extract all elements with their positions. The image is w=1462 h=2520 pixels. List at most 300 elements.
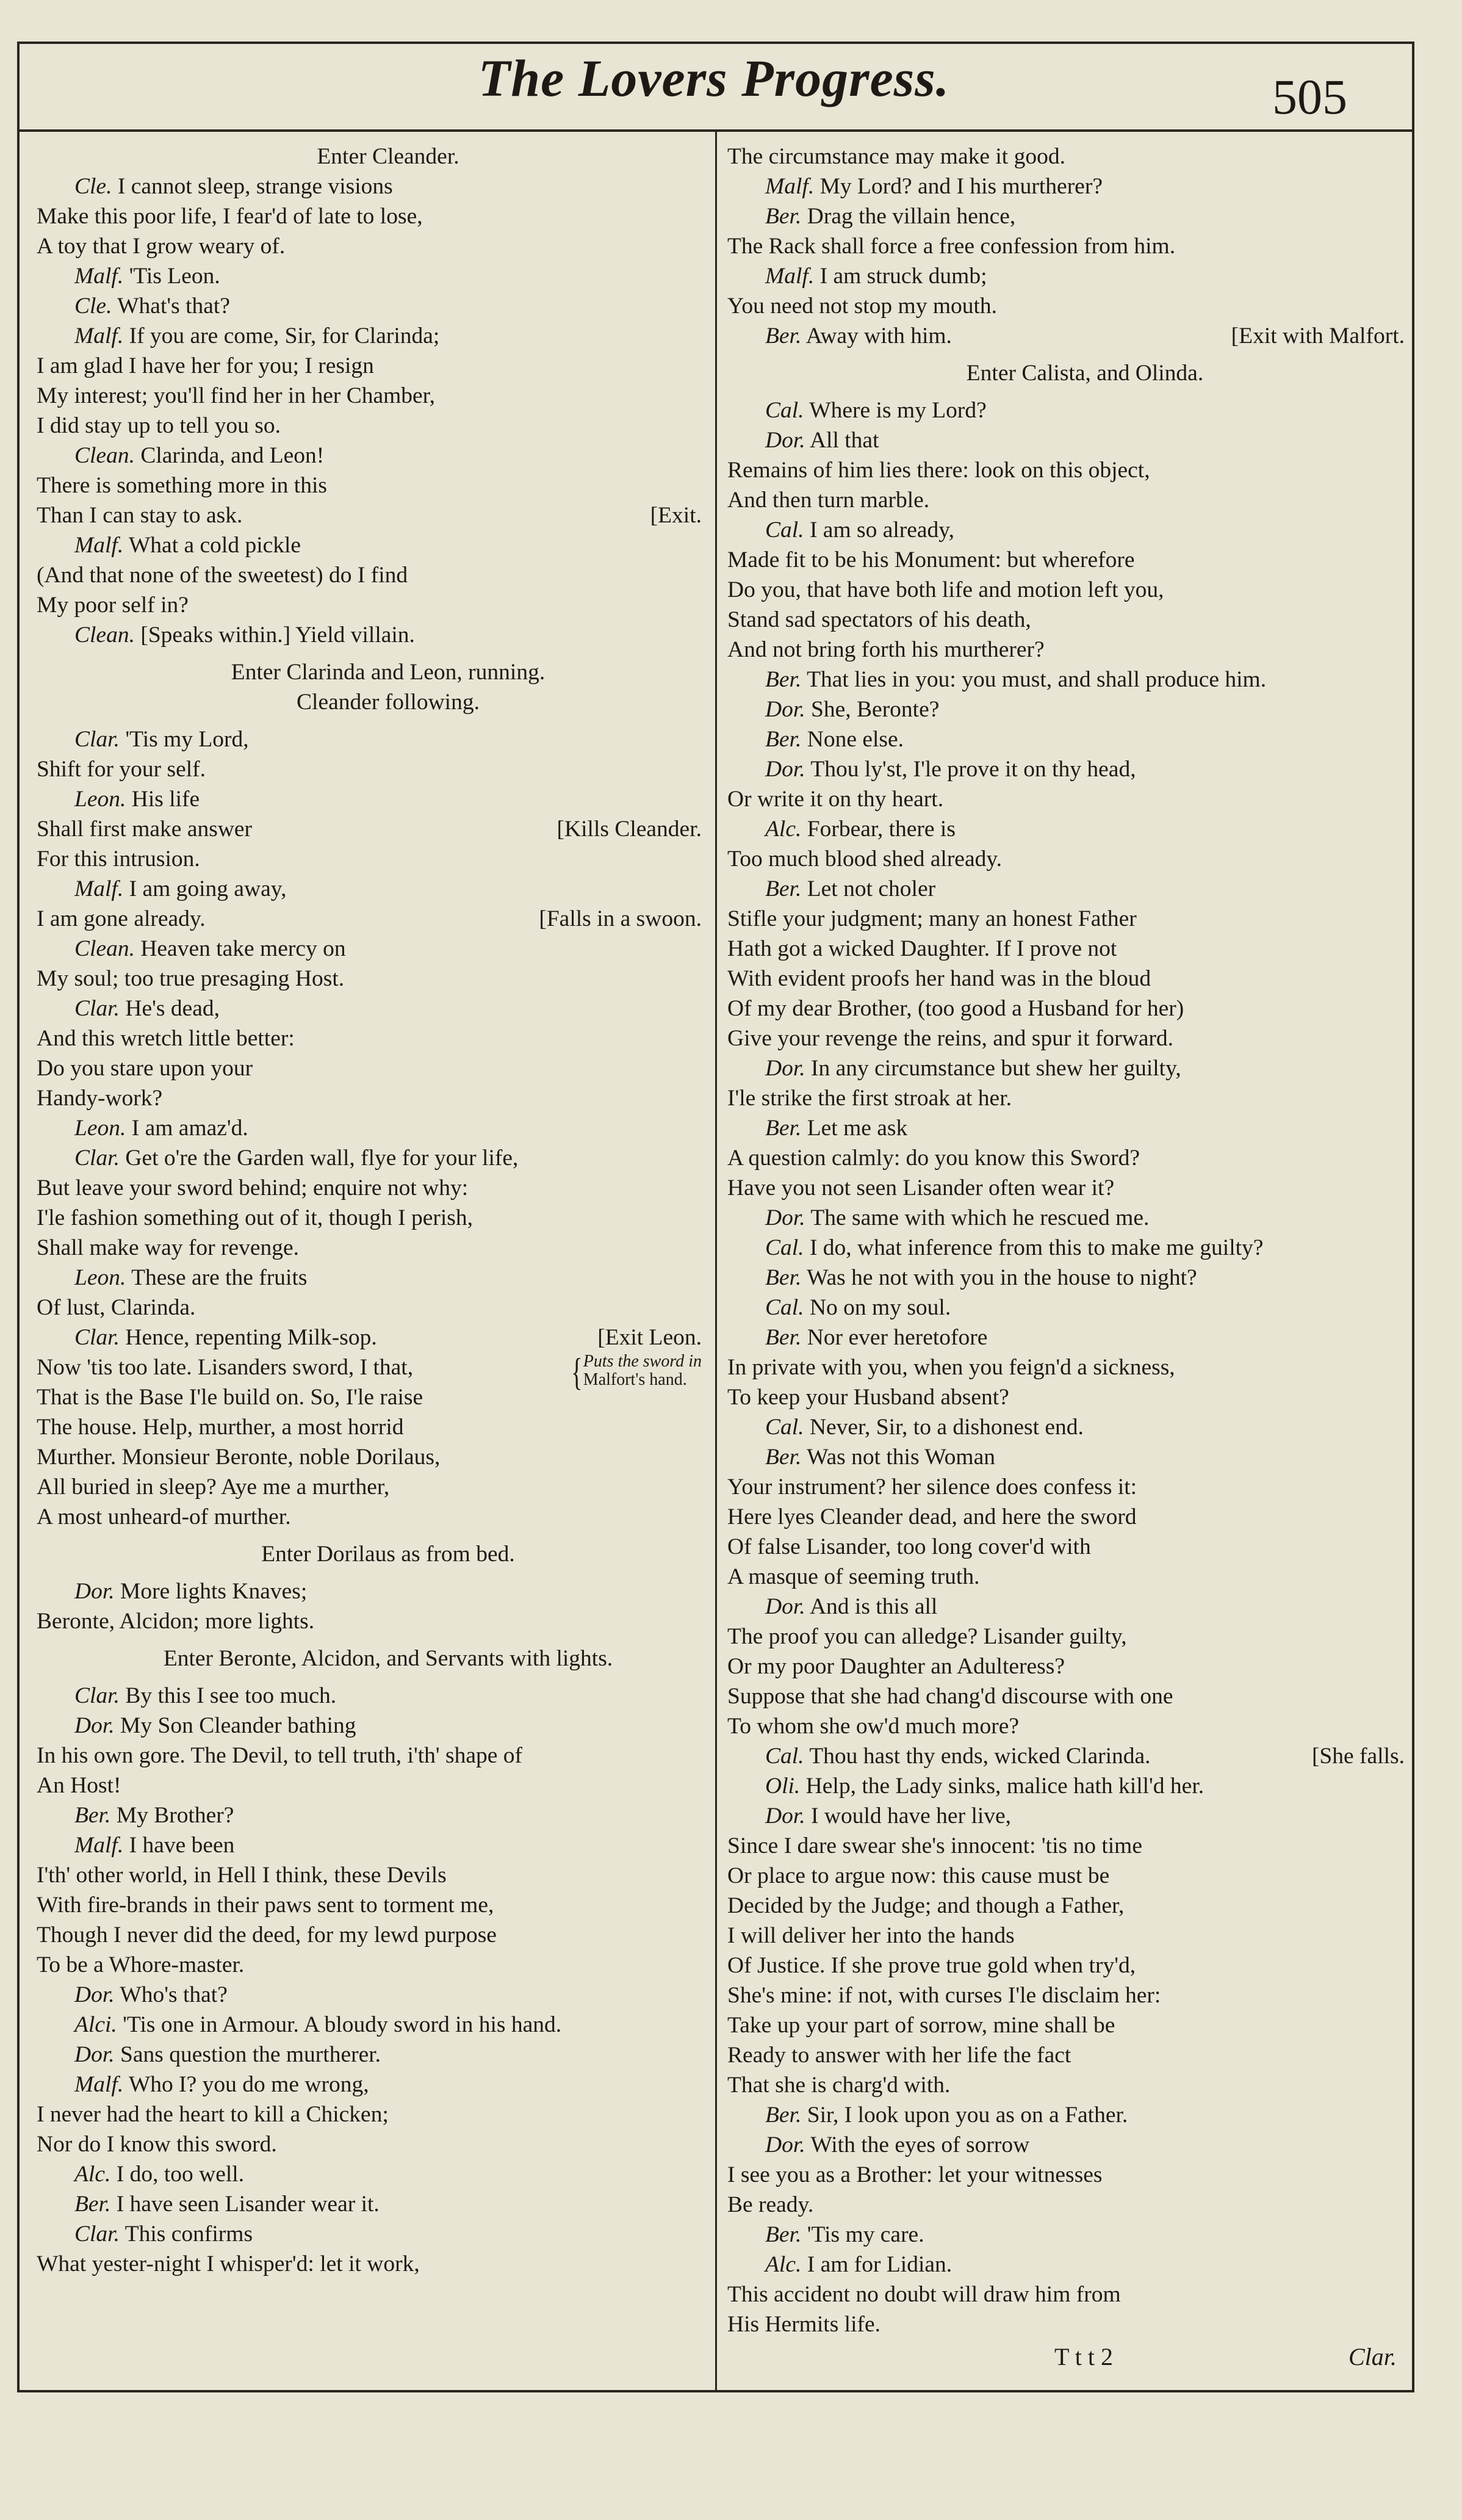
line-text: Or place to argue now: this cause must be: [727, 1863, 1110, 1888]
line-text: By this I see too much.: [125, 1683, 337, 1708]
text-line: [727, 1681, 1405, 1711]
text-line: [37, 1442, 702, 1472]
stage-text: Enter Dorilaus as from bed.: [261, 1542, 515, 1567]
line-text: My Son Cleander bathing: [120, 1713, 356, 1738]
line-text: I am going away,: [129, 876, 287, 901]
line-text: If you are come, Sir, for Clarinda;: [129, 323, 440, 348]
line-text: I would have her live,: [811, 1803, 1012, 1829]
text-line: [37, 994, 702, 1024]
line-text: The same with which he rescued me.: [810, 1205, 1150, 1230]
line-text: My poor self in?: [37, 593, 189, 618]
line-text: That is the Base I'le build on. So, I'le raise: [37, 1385, 423, 1410]
line-text: His life: [131, 787, 200, 812]
text-line: [37, 1681, 702, 1711]
speaker-name: Ber.: [765, 667, 802, 692]
line-text: I have seen Lisander wear it.: [116, 2192, 380, 2217]
text-line: [37, 1860, 702, 1890]
line-text: Now 'tis too late. Lisanders sword, I that,: [37, 1355, 414, 1380]
text-line: [727, 1263, 1405, 1293]
text-line: [37, 1053, 702, 1083]
speaker-name: Clar.: [74, 1683, 120, 1708]
text-line: [37, 1502, 702, 1532]
line-text: Was not this Woman: [807, 1445, 995, 1470]
speaker-name: Malf.: [74, 2072, 124, 2097]
speaker-name: Ber.: [74, 2192, 111, 2217]
text-line: [727, 1083, 1405, 1113]
line-text: My Brother?: [116, 1803, 234, 1828]
line-text: Ready to answer with her life the fact: [727, 2043, 1071, 2068]
line-text: Shall first make answer: [37, 817, 253, 842]
speaker-name: Ber.: [765, 876, 802, 901]
text-line: [727, 1592, 1405, 1622]
speaker-name: Clean.: [74, 623, 135, 648]
text-line: [727, 635, 1405, 665]
text-line: [37, 2040, 702, 2070]
speaker-name: Cal.: [765, 1295, 804, 1320]
text-line: [727, 2100, 1405, 2130]
speaker-name: Cle.: [74, 174, 112, 199]
text-line: [37, 1741, 702, 1771]
text-line: [727, 2130, 1405, 2160]
line-text: That she is charg'd with.: [727, 2073, 951, 2098]
text-line: [727, 665, 1405, 695]
stage-text: Enter Cleander.: [317, 144, 459, 169]
text-line: [727, 2040, 1405, 2070]
speaker-name: Cal.: [765, 1415, 804, 1440]
text-line: [37, 844, 702, 874]
line-text: Nor ever heretofore: [807, 1325, 988, 1350]
line-text: And is this all: [809, 1594, 938, 1619]
speaker-name: Cal.: [765, 1235, 804, 1260]
line-text: Where is my Lord?: [809, 398, 987, 423]
speaker-name: Alc.: [765, 817, 802, 842]
line-text: His Hermits life.: [727, 2312, 881, 2337]
line-text: Never, Sir, to a dishonest end.: [809, 1415, 1084, 1440]
line-text: Murther. Monsieur Beronte, noble Dorilaus,: [37, 1445, 441, 1470]
text-line: [727, 844, 1405, 874]
text-line: [727, 1442, 1405, 1472]
text-line: [37, 2219, 702, 2249]
speaker-name: Malf.: [74, 876, 124, 901]
left-column: [37, 142, 702, 2279]
speaker-name: Dor.: [74, 1579, 115, 1604]
line-text: There is something more in this: [37, 473, 327, 498]
stage-text: Enter Clarinda and Leon, running.: [231, 660, 546, 685]
text-line: [37, 1950, 702, 1980]
text-line: [727, 1293, 1405, 1323]
text-line: [727, 2309, 1405, 2339]
text-line: [37, 1830, 702, 1860]
text-line: [727, 545, 1405, 575]
text-line: [37, 2070, 702, 2099]
line-text: Than I can stay to ask.: [37, 503, 243, 528]
line-text: Of lust, Clarinda.: [37, 1295, 196, 1320]
line-text: In any circumstance but shew her guilty,: [811, 1056, 1181, 1081]
line-text: What yester-night I whisper'd: let it work,: [37, 2251, 420, 2276]
speaker-name: Alc.: [74, 2162, 111, 2187]
line-text: My soul; too true presaging Host.: [37, 966, 345, 991]
speaker-name: Dor.: [74, 1713, 115, 1738]
line-text: None else.: [807, 727, 904, 752]
line-text: Of Justice. If she prove true gold when try'd,: [727, 1953, 1136, 1978]
text-line: [727, 754, 1405, 784]
text-line: [37, 2249, 702, 2279]
text-line: [37, 261, 702, 291]
text-line: [37, 620, 702, 650]
line-text: The house. Help, murther, a most horrid: [37, 1415, 404, 1440]
line-text: Thou ly'st, I'le prove it on thy head,: [810, 757, 1136, 782]
text-line: [37, 1323, 702, 1352]
line-text: Thou hast thy ends, wicked Clarinda.: [809, 1744, 1151, 1769]
speaker-name: Clar.: [74, 1325, 120, 1350]
text-line: [727, 515, 1405, 545]
text-line: [727, 1203, 1405, 1233]
text-line: [727, 1951, 1405, 1980]
line-text: A question calmly: do you know this Sword?: [727, 1146, 1140, 1171]
text-line: [37, 471, 702, 500]
line-text: Suppose that she had chang'd discourse with one: [727, 1684, 1173, 1709]
text-line: [727, 1831, 1405, 1861]
text-line: [37, 1083, 702, 1113]
text-line: [727, 724, 1405, 754]
text-line: [37, 1113, 702, 1143]
speaker-name: Malf.: [765, 174, 815, 199]
speaker-name: Dor.: [74, 1982, 115, 2007]
line-text: A toy that I grow weary of.: [37, 234, 286, 259]
text-line: [37, 1293, 702, 1323]
line-text: In his own gore. The Devil, to tell truth, i'th' shape of: [37, 1743, 523, 1768]
text-line: [37, 1382, 702, 1412]
speaker-name: Clar.: [74, 1146, 120, 1171]
line-text: With evident proofs her hand was in the bloud: [727, 966, 1151, 991]
speaker-name: Leon.: [74, 1116, 126, 1141]
text-line: [727, 1622, 1405, 1652]
text-line: [727, 321, 1405, 351]
text-line: [727, 1801, 1405, 1831]
line-text: Beronte, Alcidon; more lights.: [37, 1609, 315, 1634]
speaker-name: Leon.: [74, 1265, 126, 1290]
speaker-name: Dor.: [765, 428, 805, 453]
text-line: [37, 2099, 702, 2129]
text-line: [37, 1606, 702, 1636]
text-line: [727, 1502, 1405, 1532]
text-line: [727, 171, 1405, 201]
speaker-name: Dor.: [765, 1205, 805, 1230]
speaker-name: Leon.: [74, 787, 126, 812]
line-text: With fire-brands in their paws sent to torment me,: [37, 1893, 494, 1918]
text-line: [727, 1113, 1405, 1143]
text-line: [37, 2159, 702, 2189]
speaker-name: Ber.: [765, 1445, 802, 1470]
speaker-name: Dor.: [765, 697, 805, 722]
text-line: [727, 964, 1405, 994]
text-line: [37, 964, 702, 994]
line-text: With the eyes of sorrow: [810, 2132, 1030, 2157]
line-text: Stand sad spectators of his death,: [727, 607, 1031, 632]
text-line: [727, 1861, 1405, 1891]
column-divider: [715, 129, 717, 2392]
text-line: [37, 2129, 702, 2159]
text-line: [37, 1233, 702, 1263]
text-line: [37, 1173, 702, 1203]
line-text: Since I dare swear she's innocent: 'tis no time: [727, 1833, 1142, 1858]
speaker-name: Ber.: [74, 1803, 111, 1828]
line-text: I am gone already.: [37, 906, 206, 931]
line-text: I never had the heart to kill a Chicken;: [37, 2102, 389, 2127]
line-text: I will deliver her into the hands: [727, 1923, 1015, 1948]
running-title: The Lovers Progress.: [478, 49, 950, 107]
text-line: [727, 2160, 1405, 2190]
line-text: [Speaks within.] Yield villain.: [140, 623, 415, 648]
speaker-name: Clean.: [74, 936, 135, 961]
text-line: [37, 351, 702, 381]
speaker-name: Clar.: [74, 727, 120, 752]
line-text: Away with him.: [805, 323, 952, 348]
text-line: [727, 1352, 1405, 1382]
stage-direction: [37, 1539, 702, 1569]
text-line: [37, 321, 702, 351]
line-text: Sans question the murtherer.: [120, 2042, 381, 2067]
text-line: [727, 291, 1405, 321]
speaker-name: Ber.: [765, 2222, 802, 2247]
line-text: In private with you, when you feign'd a sickness,: [727, 1355, 1175, 1380]
text-line: [37, 874, 702, 904]
speaker-name: Cal.: [765, 1744, 804, 1769]
speaker-name: Dor.: [765, 757, 805, 782]
line-text: I am amaz'd.: [131, 1116, 248, 1141]
text-line: [37, 1024, 702, 1053]
line-text: I see you as a Brother: let your witnesses: [727, 2162, 1103, 2187]
line-text: Give your revenge the reins, and spur it forward.: [727, 1026, 1174, 1051]
text-line: [727, 994, 1405, 1024]
brace-glyph: {: [571, 1350, 583, 1393]
speaker-name: Malf.: [74, 1833, 124, 1858]
speaker-name: Clean.: [74, 443, 135, 468]
text-line: [37, 231, 702, 261]
text-line: [727, 575, 1405, 605]
text-line: [37, 784, 702, 814]
line-text: Shall make way for revenge.: [37, 1235, 300, 1260]
line-text: And not bring forth his murtherer?: [727, 637, 1045, 662]
line-text: To whom she ow'd much more?: [727, 1714, 1019, 1739]
line-text: 'Tis Leon.: [129, 264, 220, 289]
line-text: That lies in you: you must, and shall produce him.: [807, 667, 1267, 692]
text-line: [727, 2190, 1405, 2220]
line-text: Take up your part of sorrow, mine shall be: [727, 2013, 1115, 2038]
line-text: This accident no doubt will draw him from: [727, 2282, 1121, 2307]
text-line: [727, 1472, 1405, 1502]
text-line: [727, 874, 1405, 904]
line-text: (And that none of the sweetest) do I find: [37, 563, 408, 588]
speaker-name: Malf.: [74, 323, 124, 348]
text-line: [727, 1143, 1405, 1173]
line-text: What's that?: [117, 294, 230, 319]
line-text: Of false Lisander, too long cover'd with: [727, 1534, 1091, 1559]
line-text: Be ready.: [727, 2192, 814, 2217]
speaker-name: Alc.: [765, 2252, 802, 2277]
text-line: [37, 1412, 702, 1442]
line-text: 'Tis one in Armour. A bloudy sword in his hand.: [123, 2012, 562, 2037]
text-line: [37, 560, 702, 590]
text-line: [37, 171, 702, 201]
text-line: [727, 1323, 1405, 1352]
text-line: [727, 605, 1405, 635]
text-line: [727, 1532, 1405, 1562]
speaker-name: Clar.: [74, 2222, 120, 2247]
line-text: Shift for your self.: [37, 757, 206, 782]
line-text: What a cold pickle: [128, 533, 301, 558]
text-line: [37, 2189, 702, 2219]
text-line: [37, 1472, 702, 1502]
text-line: [37, 1350, 702, 1393]
stage-direction: [37, 1644, 702, 1673]
line-text: These are the fruits: [131, 1265, 308, 1290]
line-text: To be a Whore-master.: [37, 1952, 245, 1977]
line-text: The circumstance may make it good.: [727, 144, 1065, 169]
line-text: She, Beronte?: [811, 697, 940, 722]
text-line: [727, 2250, 1405, 2280]
line-text: Hath got a wicked Daughter. If I prove not: [727, 936, 1117, 961]
text-line: [727, 2010, 1405, 2040]
line-text: Or write it on thy heart.: [727, 787, 944, 812]
line-text: To keep your Husband absent?: [727, 1385, 1009, 1410]
line-text: A masque of seeming truth.: [727, 1564, 980, 1589]
text-line: [727, 1711, 1405, 1741]
line-text: My Lord? and I his murtherer?: [819, 174, 1103, 199]
speaker-name: Ber.: [765, 1325, 802, 1350]
line-text: All buried in sleep? Aye me a murther,: [37, 1475, 390, 1500]
line-text: Clarinda, and Leon!: [140, 443, 325, 468]
line-text: Who's that?: [120, 1982, 228, 2007]
speaker-name: Oli.: [765, 1774, 801, 1799]
text-line: [727, 1921, 1405, 1951]
text-line: [727, 2070, 1405, 2100]
line-text: I am for Lidian.: [807, 2252, 952, 2277]
speaker-name: Clar.: [74, 996, 120, 1021]
line-text: An Host!: [37, 1773, 121, 1798]
margin-note-line: Malfort's hand.: [583, 1370, 687, 1389]
text-line: [727, 1741, 1405, 1771]
line-text: Drag the villain hence,: [807, 204, 1016, 229]
text-line: [727, 695, 1405, 724]
text-line: [37, 1771, 702, 1800]
line-text: All that: [809, 428, 879, 453]
speaker-name: Dor.: [765, 1056, 805, 1081]
line-text: He's dead,: [125, 996, 220, 1021]
line-text: For this intrusion.: [37, 847, 200, 872]
exit-direction: [Kills Cleander.: [556, 817, 702, 842]
text-line: [37, 500, 702, 530]
speaker-name: Cal.: [765, 518, 804, 543]
line-text: Here lyes Cleander dead, and here the sword: [727, 1504, 1137, 1529]
line-text: Though I never did the deed, for my lewd purpose: [37, 1922, 497, 1948]
text-line: [37, 814, 702, 844]
text-line: [37, 530, 702, 560]
text-line: [37, 1143, 702, 1173]
line-text: This confirms: [124, 2222, 253, 2247]
text-line: [727, 1382, 1405, 1412]
margin-note-line: Puts the sword in: [583, 1352, 702, 1371]
text-line: [37, 1920, 702, 1950]
line-text: My interest; you'll find her in her Chamber,: [37, 383, 436, 408]
text-line: [727, 455, 1405, 485]
text-line: [727, 2280, 1405, 2309]
stage-text: Enter Beronte, Alcidon, and Servants with lights.: [163, 1646, 613, 1671]
exit-direction: [Exit Leon.: [597, 1325, 702, 1350]
text-line: [727, 425, 1405, 455]
line-text: I do, too well.: [116, 2162, 245, 2187]
speaker-name: Dor.: [765, 1803, 805, 1829]
text-line: [727, 1562, 1405, 1592]
speaker-name: Malf.: [765, 264, 815, 289]
line-text: Make this poor life, I fear'd of late to lose,: [37, 204, 423, 229]
line-text: Help, the Lady sinks, malice hath kill'd her.: [805, 1774, 1205, 1799]
line-text: Who I? you do me wrong,: [128, 2072, 369, 2097]
text-line: [37, 1980, 702, 2010]
catchword: Clar.: [1349, 2343, 1397, 2370]
line-text: I have been: [129, 1833, 235, 1858]
text-line: [727, 1233, 1405, 1263]
line-text: Remains of him lies there: look on this object,: [727, 458, 1150, 483]
line-text: Your instrument? her silence does confess it:: [727, 1475, 1137, 1500]
exit-direction: [Exit with Malfort.: [1231, 323, 1405, 348]
speaker-name: Cle.: [74, 294, 112, 319]
line-text: Hence, repenting Milk-sop.: [125, 1325, 377, 1350]
text-line: [37, 904, 702, 934]
line-text: Decided by the Judge; and though a Father,: [727, 1893, 1125, 1918]
text-line: [37, 1263, 702, 1293]
line-text: Or my poor Daughter an Adulteress?: [727, 1654, 1065, 1679]
line-text: Let not choler: [807, 876, 936, 901]
text-line: [727, 814, 1405, 844]
text-line: [727, 1412, 1405, 1442]
line-text: I cannot sleep, strange visions: [117, 174, 393, 199]
line-text: But leave your sword behind; enquire not why:: [37, 1175, 469, 1200]
text-line: [37, 590, 702, 620]
line-text: I'th' other world, in Hell I think, these Devils: [37, 1863, 447, 1888]
line-text: A most unheard-of murther.: [37, 1504, 291, 1529]
text-line: [727, 1173, 1405, 1203]
line-text: She's mine: if not, with curses I'le disclaim her:: [727, 1983, 1161, 2008]
text-line: [37, 1711, 702, 1741]
text-line: [37, 411, 702, 441]
line-text: 'Tis my Lord,: [125, 727, 249, 752]
text-line: [37, 1576, 702, 1606]
line-text: I'le fashion something out of it, though I perish,: [37, 1205, 473, 1230]
text-line: [727, 395, 1405, 425]
right-column: [727, 142, 1405, 2339]
speaker-name: Dor.: [765, 1594, 805, 1619]
line-text: I am so already,: [809, 518, 954, 543]
speaker-name: Ber.: [765, 2103, 802, 2128]
text-line: [727, 784, 1405, 814]
line-text: Get o're the Garden wall, flye for your life,: [125, 1146, 519, 1171]
stage-text: Cleander following.: [297, 690, 480, 715]
text-line: [727, 1652, 1405, 1681]
speaker-name: Ber.: [765, 323, 802, 348]
line-text: Handy-work?: [37, 1086, 163, 1111]
line-text: Stifle your judgment; many an honest Father: [727, 906, 1137, 931]
text-line: [727, 261, 1405, 291]
speaker-name: Ber.: [765, 1116, 802, 1141]
stage-direction: [727, 358, 1405, 388]
stage-direction: [37, 657, 702, 687]
text-line: [37, 291, 702, 321]
line-text: The Rack shall force a free confession from him.: [727, 234, 1176, 259]
line-text: Of my dear Brother, (too good a Husband for her): [727, 996, 1184, 1021]
line-text: The proof you can alledge? Lisander guilty,: [727, 1624, 1127, 1649]
line-text: Made fit to be his Monument: but wherefore: [727, 547, 1135, 572]
